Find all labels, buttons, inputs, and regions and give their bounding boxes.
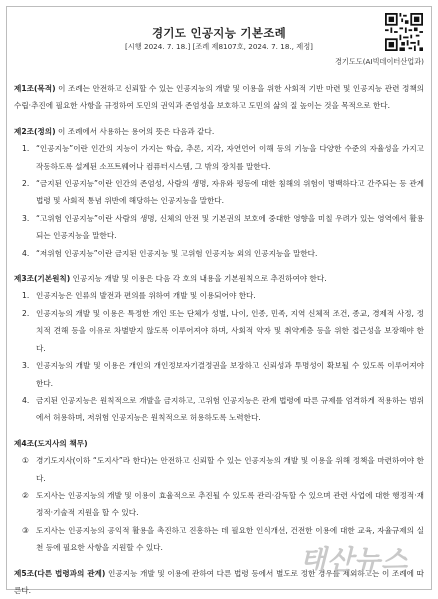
watermark-logo: 태산뉴스 xyxy=(300,545,409,576)
article-heading: 제5조(다른 법령과의 관계) xyxy=(14,568,106,578)
article-text: 인공지능 개발 및 이용에 관하여 다른 법령 등에서 별도로 정한 경우를 제외하고는 이 조례에 따른다. xyxy=(14,568,424,595)
document-title: 경기도 인공지능 기본조례 xyxy=(151,26,287,40)
article-3 xyxy=(14,270,424,287)
item-text: 도지사는 인공지능의 개발 및 이용이 효율적으로 추진될 수 있도록 관리·감독할 수 있으며 관련 사업에 대한 행정적·재정적·기술적 지원을 할 수 있다. xyxy=(36,490,424,518)
list-item xyxy=(22,140,424,175)
item-number: ③ xyxy=(22,525,29,535)
item-number: ① xyxy=(22,456,29,466)
article-heading: 제1조(목적) xyxy=(14,84,56,93)
item-number: ② xyxy=(22,490,29,500)
item-text: “저위험 인공지능”이란 금지된 인공지능 및 고위험 인공지능 외의 인공지능을 말한다. xyxy=(36,248,318,258)
item-text: 도지사는 인공지능의 공익적 활용을 촉진하고 진흥하는 데 필요한 인식개선, 건전한 이용에 대한 교육, 자율규제의 실천 등에 필요한 사항을 지원할 수 있다. xyxy=(36,525,424,553)
item-text: 금지된 인공지능은 원칙적으로 개발을 금지하고, 고위험 인공지능은 관계 법령에 따른 규제를 엄격하게 적용하는 범위에서 허용하며, 저위험 인공지능은 원칙적으로 허용하도록 노력한다. xyxy=(36,395,424,423)
item-text: 경기도지사(이하 “도지사”라 한다)는 안전하고 신뢰할 수 있는 인공지능의 개발 및 이용을 위해 정책을 마련하여야 한다. xyxy=(36,456,424,483)
list-item xyxy=(22,357,424,392)
list-item xyxy=(22,245,424,262)
item-text: 인공지능의 개발 및 이용은 개인의 개인정보자기결정권을 보장하고 신뢰성과 투명성이 확보될 수 있도록 이루어져야 한다. xyxy=(36,361,424,388)
article-heading: 제3조(기본원칙) xyxy=(14,274,71,284)
article-text: 이 조례는 안전하고 신뢰할 수 있는 인공지능의 개발 및 이용을 위한 사회적 기반 마련 및 인공지능 관련 정책의 수립·추진에 필요한 사항을 규정하여 도민의 권익과 존엄성을 보호하고 도민의 삶의 질 높이는 것을 목적으로 한다. xyxy=(14,84,424,111)
article-heading: 제4조(도지사의 책무) xyxy=(14,438,88,448)
list-item xyxy=(22,487,424,522)
list-item xyxy=(22,175,424,210)
item-number: 3. xyxy=(22,361,30,371)
item-number: 4. xyxy=(22,248,30,258)
item-number: 2. xyxy=(22,308,30,318)
article-text: 이 조례에서 사용하는 용어의 뜻은 다음과 같다. xyxy=(55,126,215,136)
list-item xyxy=(22,287,424,304)
item-text: “금지된 인공지능”이란 인간의 존엄성, 사람의 생명, 자유와 평등에 대한 침해의 위험이 명백하다고 간주되는 등 관계 법령 및 사회적 통념 위반에 해당하는 인공지능을 말한다. xyxy=(36,179,424,206)
item-text: 인공지능의 개발 및 이용은 특정한 개인 또는 단체가 성별, 나이, 인종, 민족, 지역 신체적 조건, 종교, 경제적 사정, 정치적 견해 등을 이유로 차별받지 않도록 이루어져야 하며, 사회적 약자 및 취약계층 등을 위한 접근성을 보장해야 한다. xyxy=(36,308,424,353)
list-item xyxy=(22,210,424,245)
item-text: 인공지능은 인류의 발전과 편의를 위하여 개발 및 이용되어야 한다. xyxy=(36,291,256,301)
item-number: 1. xyxy=(22,291,30,301)
item-number: 3. xyxy=(22,213,30,223)
item-number: 2. xyxy=(22,179,30,189)
department-label: 경기도도(AI빅데이터산업과) xyxy=(334,57,424,66)
list-item xyxy=(22,305,424,357)
article-1 xyxy=(14,80,424,115)
list-item xyxy=(22,452,424,487)
item-number: 4. xyxy=(22,395,30,405)
enactment-info: [시행 2024. 7. 18.] [조례 제8107호, 2024. 7. 18., 제정] xyxy=(125,42,313,51)
article-heading: 제2조(정의) xyxy=(14,126,56,136)
item-number: 1. xyxy=(22,144,30,154)
item-text: “고위험 인공지능”이란 사람의 생명, 신체의 안전 및 기본권의 보호에 중대한 영향을 미칠 우려가 있는 영역에서 활용되는 인공지능을 말한다. xyxy=(36,213,424,241)
item-text: “인공지능”이란 인간의 지능이 가지는 학습, 추론, 지각, 자연언어 이해 등의 기능을 다양한 수준의 자율성을 가지고 작동하도록 설계된 소프트웨어나 컴퓨터시스템, 그 밖의 장치를 말한다. xyxy=(36,144,424,171)
article-2 xyxy=(14,123,424,140)
article-text: 인공지능 개발 및 이용은 다음 각 호의 내용을 기본원칙으로 추진하여야 한다. xyxy=(70,274,327,284)
list-item xyxy=(22,392,424,427)
document-body xyxy=(14,80,424,599)
article-4 xyxy=(14,435,424,452)
